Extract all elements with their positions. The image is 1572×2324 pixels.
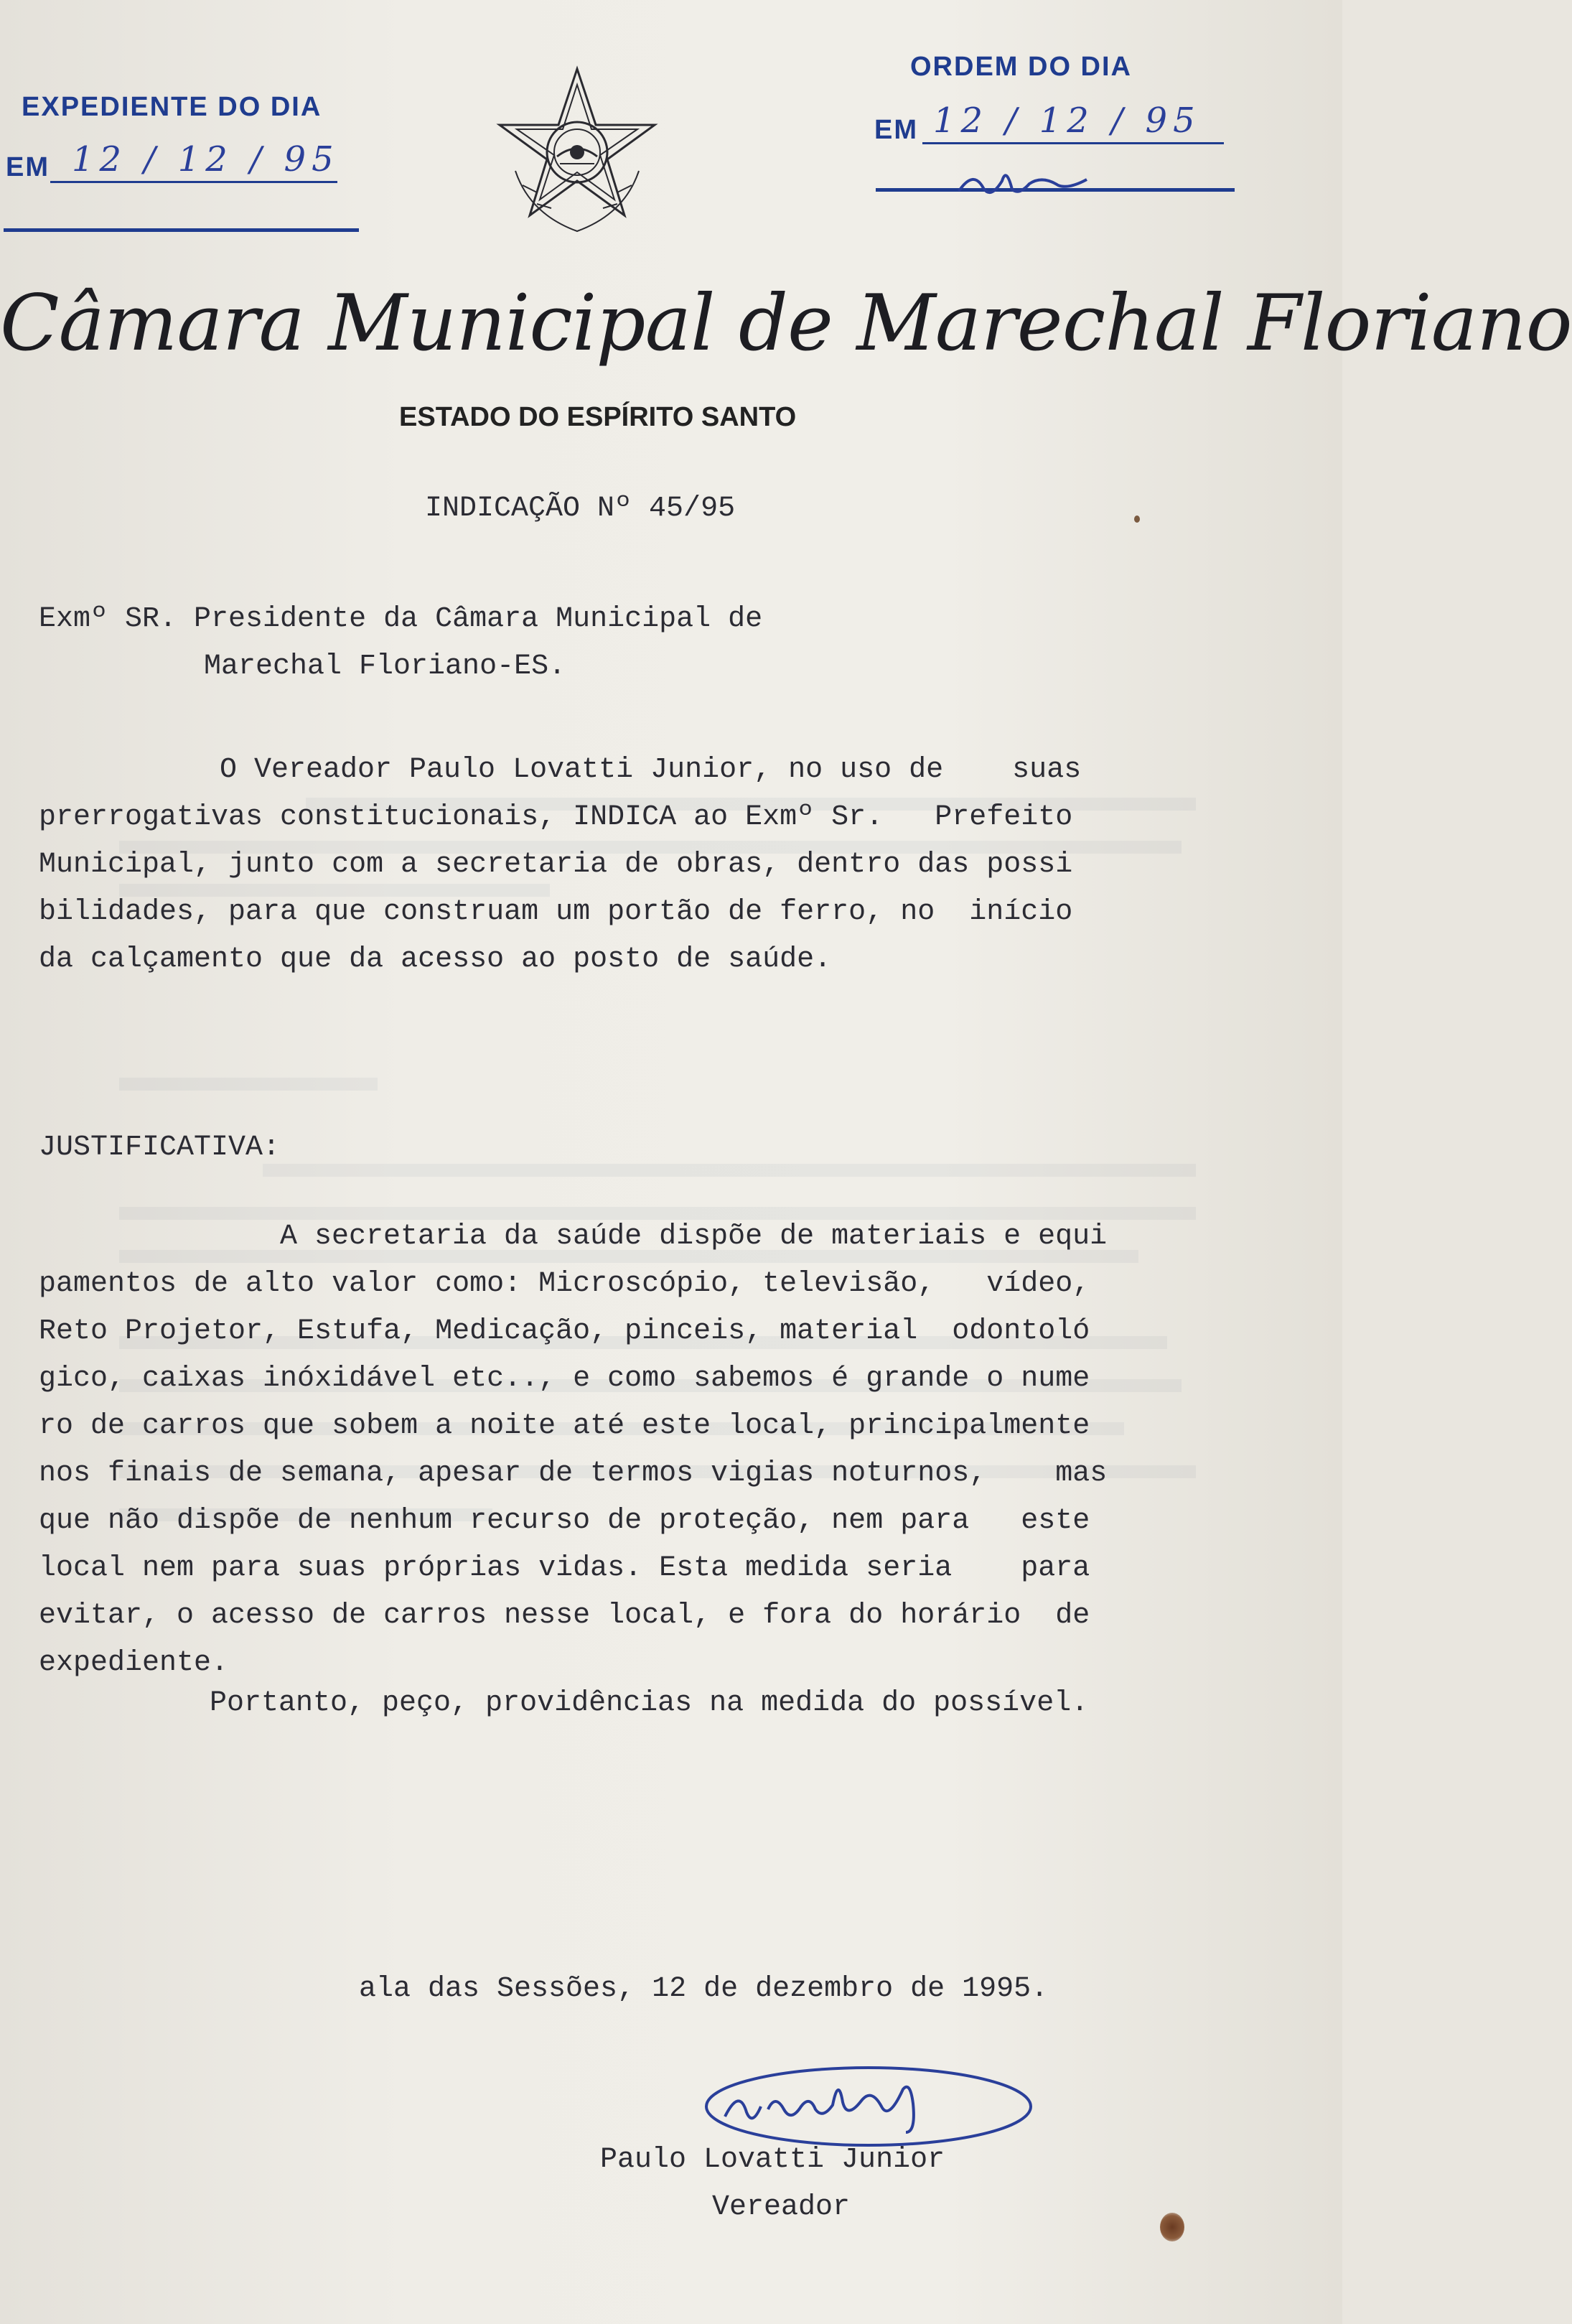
justification-line-5: ro de carros que sobem a noite até este local, principalmente <box>39 1410 1090 1442</box>
ordem-date-underline <box>922 142 1224 144</box>
ordem-stamp-prefix: EM <box>874 115 918 145</box>
addressee-line-1: Exmº SR. Presidente da Câmara Municipal de <box>39 603 763 635</box>
document-number: INDICAÇÃO Nº 45/95 <box>425 493 736 525</box>
body-line-1: O Vereador Paulo Lovatti Junior, no uso de suas <box>220 754 1082 786</box>
justification-line-3: Reto Projetor, Estufa, Medicação, pinceis, material odontoló <box>39 1315 1090 1348</box>
institution-masthead: Câmara Municipal de Marechal Floriano <box>0 279 1572 368</box>
ordem-stamp-title: ORDEM DO DIA <box>910 52 1132 82</box>
addressee-line-2: Marechal Floriano-ES. <box>204 650 566 683</box>
body-line-5: da calçamento que da acesso ao posto de saúde. <box>39 943 832 976</box>
expediente-stamp-date: 12 / 12 / 95 <box>72 139 340 179</box>
justification-line-4: gico, caixas inóxidável etc.., e como sabemos é grande o nume <box>39 1363 1090 1395</box>
state-subheading: ESTADO DO ESPÍRITO SANTO <box>399 402 797 432</box>
expediente-stamp-prefix: EM <box>6 152 50 182</box>
signer-name: Paulo Lovatti Junior <box>600 2144 945 2176</box>
ordem-stamp-initials <box>955 159 1098 202</box>
body-line-3: Municipal, junto com a secretaria de obras, dentro das possi <box>39 849 1073 881</box>
paper-speck <box>1134 515 1140 523</box>
expediente-stamp-title: EXPEDIENTE DO DIA <box>22 92 322 122</box>
expediente-date-underline <box>50 181 337 183</box>
justification-line-1: A secretaria da saúde dispõe de materiais e equi <box>280 1221 1108 1253</box>
justification-line-2: pamentos de alto valor como: Microscópio, televisão, vídeo, <box>39 1268 1090 1300</box>
place-and-date: ala das Sessões, 12 de dezembro de 1995. <box>359 1973 1049 2005</box>
signer-role: Vereador <box>712 2191 851 2223</box>
justification-line-7: que não dispõe de nenhum recurso de proteção, nem para este <box>39 1505 1090 1537</box>
body-line-2: prerrogativas constitucionais, INDICA ao Exmº Sr. Prefeito <box>39 801 1073 834</box>
justification-line-6: nos finais de semana, apesar de termos vigias noturnos, mas <box>39 1457 1108 1490</box>
closing-line: Portanto, peço, providências na medida do possível. <box>210 1687 1089 1719</box>
justification-line-8: local nem para suas próprias vidas. Esta medida seria para <box>39 1552 1090 1585</box>
body-line-4: bilidades, para que construam um portão de ferro, no início <box>39 896 1073 928</box>
ordem-stamp-date: 12 / 12 / 95 <box>933 101 1201 141</box>
justification-line-9: evitar, o acesso de carros nesse local, e fora do horário de <box>39 1600 1090 1632</box>
coat-of-arms-icon <box>494 63 660 244</box>
initials-scribble-icon <box>955 159 1098 202</box>
justification-heading: JUSTIFICATIVA: <box>39 1131 281 1164</box>
coat-of-arms-seal <box>494 63 660 244</box>
paper-stain <box>1160 2213 1184 2241</box>
justification-line-10: expediente. <box>39 1647 229 1679</box>
expediente-stamp-rule <box>4 228 359 232</box>
